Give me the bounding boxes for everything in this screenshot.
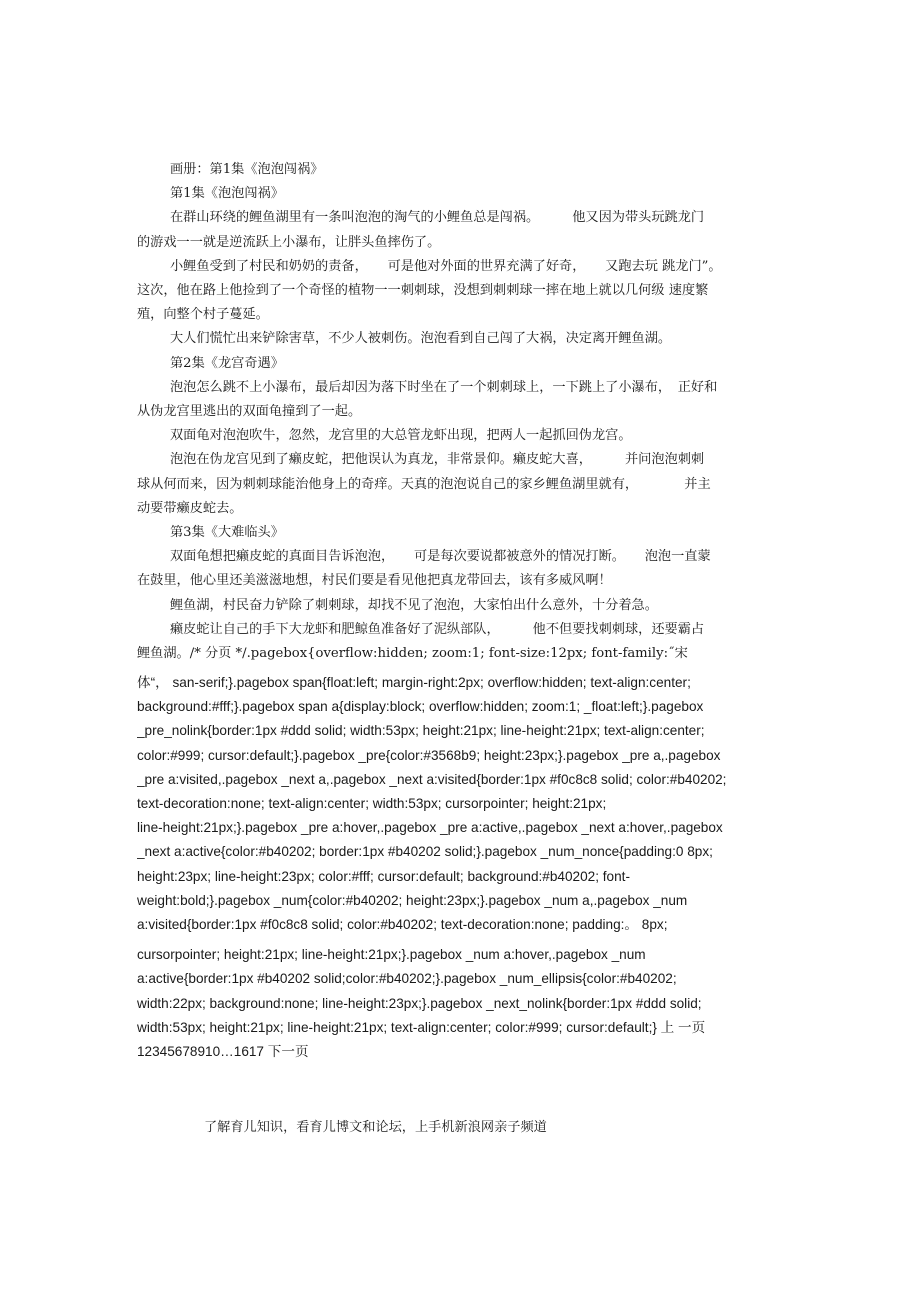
code-line: a:visited{border:1px #f0c8c8 solid; color:#b40202; text-decoration:none; padding:。 8px; <box>137 917 668 933</box>
code-line: width:22px; background:none; line-height:23px;}.pagebox _next_nolink{border:1px #ddd solid; <box>137 995 702 1011</box>
paragraph-line: 动要带癞皮蛇去。 <box>137 500 243 516</box>
code-line: text-decoration:none; text-align:center; width:53px; cursorpointer; height:21px; <box>137 796 607 812</box>
paragraph-line: 癞皮蛇让自己的手下大龙虾和肥鲸鱼准备好了泥纵部队， 他不但要找刺刺球，还要霸占 <box>170 621 705 637</box>
paragraph-line: 在群山环绕的鲤鱼湖里有一条叫泡泡的淘气的小鲤鱼总是闯祸。 他又因为带头玩跳龙门 <box>170 210 705 226</box>
paragraph-line: 大人们慌忙出来铲除害草，不少人被刺伤。泡泡看到自己闯了大祸，决定离开鲤鱼湖。 <box>170 331 672 347</box>
code-line: a:active{border:1px #b40202 solid;color:#b40202;}.pagebox _num_ellipsis{color:#b40202; <box>137 971 677 987</box>
album-title: 画册：第1集《泡泡闯祸》 <box>170 162 324 177</box>
episode-3-heading: 第3集《大难临头》 <box>170 525 284 541</box>
paragraph-line: 泡泡在伪龙宫见到了癞皮蛇，把他误认为真龙，非常景仰。癞皮蛇大喜， 并问泡泡刺刺 <box>170 452 705 468</box>
paragraph-line: 鲤鱼湖。/* 分页 */.pagebox{overflow:hidden; zoom:1; font-size:12px; font-family:˝宋 <box>137 646 688 662</box>
paragraph-line: 这次，他在路上他捡到了一个奇怪的植物一一刺刺球，没想到刺刺球一摔在地上就以几何级 速度繁 <box>137 283 709 299</box>
paragraph-line: 从伪龙宫里逃出的双面龟撞到了一起。 <box>137 404 362 420</box>
footer-text: 了解育儿知识，看育儿博文和论坛，上手机新浪网亲子频道 <box>204 1120 547 1135</box>
paragraph-line: 双面龟对泡泡吹牛，忽然，龙宫里的大总管龙虾出现，把两人一起抓回伪龙宫。 <box>170 428 632 444</box>
episode-1-heading: 第1集《泡泡闯祸》 <box>170 186 284 202</box>
code-line: _next a:active{color:#b40202; border:1px #b40202 solid;}.pagebox _num_nonce{padding:0 8px; <box>137 844 713 860</box>
code-line: weight:bold;}.pagebox _num{color:#b40202; height:23px;}.pagebox _num a,.pagebox _num <box>137 892 688 908</box>
paragraph-line: 小鲤鱼受到了村民和奶奶的责备， 可是他对外面的世界充满了好奇， 又跑去玩 跳龙门”。 <box>170 258 722 274</box>
code-line: line-height:21px;}.pagebox _pre a:hover,.pagebox _pre a:active,.pagebox _next a:hover,.pagebox <box>137 820 723 836</box>
episode-2-heading: 第2集《龙宫奇遇》 <box>170 355 284 371</box>
paragraph-line: 在鼓里，他心里还美滋滋地想，村民们要是看见他把真龙带回去，该有多威风啊！ <box>137 573 612 589</box>
paragraph-line: 双面龟想把癞皮蛇的真面目告诉泡泡， 可是每次要说都被意外的情况打断。 泡泡一直蒙 <box>170 549 711 565</box>
css-code-text <box>137 671 777 1064</box>
code-line: width:53px; height:21px; line-height:21px; text-align:center; color:#999; cursor:default;} 上 一页 <box>137 1019 706 1035</box>
paragraph-line: 鲤鱼湖，村民奋力铲除了刺刺球，却找不见了泡泡，大家怕出什么意外，十分着急。 <box>170 597 658 613</box>
code-line: color:#999; cursor:default;}.pagebox _pre{color:#3568b9; height:23px;}.pagebox _pre a,.pagebox <box>137 747 721 763</box>
paragraph-line: 球从何而来，因为刺刺球能治他身上的奇痒。天真的泡泡说自己的家乡鲤鱼湖里就有， 并主 <box>137 476 711 492</box>
code-line: cursorpointer; height:21px; line-height:21px;}.pagebox _num a:hover,.pagebox _num <box>137 947 646 963</box>
code-line: _pre_nolink{border:1px #ddd solid; width:53px; height:21px; line-height:21px; text-align:center; <box>137 723 705 739</box>
paragraph-line: 的游戏一一就是逆流跃上小瀑布，让胖头鱼摔伤了。 <box>137 234 441 250</box>
story-text <box>137 158 777 666</box>
paragraph-line: 泡泡怎么跳不上小瀑布，最后却因为落下时坐在了一个刺刺球上，一下跳上了小瀑布， 正好和 <box>170 379 718 395</box>
code-line: _pre a:visited,.pagebox _next a,.pagebox _next a:visited{border:1px #f0c8c8 solid; color:#b40202; <box>137 771 727 787</box>
code-line: 体“， san-serif;}.pagebox span{float:left; margin-right:2px; overflow:hidden; text-align:center; <box>137 675 691 690</box>
code-line: height:23px; line-height:23px; color:#fff; cursor:default; background:#b40202; font- <box>137 868 630 884</box>
code-line: background:#fff;}.pagebox span a{display:block; overflow:hidden; zoom:1; _float:left;}.pagebox <box>137 699 704 715</box>
paragraph-line: 殖，向整个村子蔓延。 <box>137 307 269 323</box>
pagination-text: 12345678910…1617 下一页 <box>137 1044 309 1060</box>
